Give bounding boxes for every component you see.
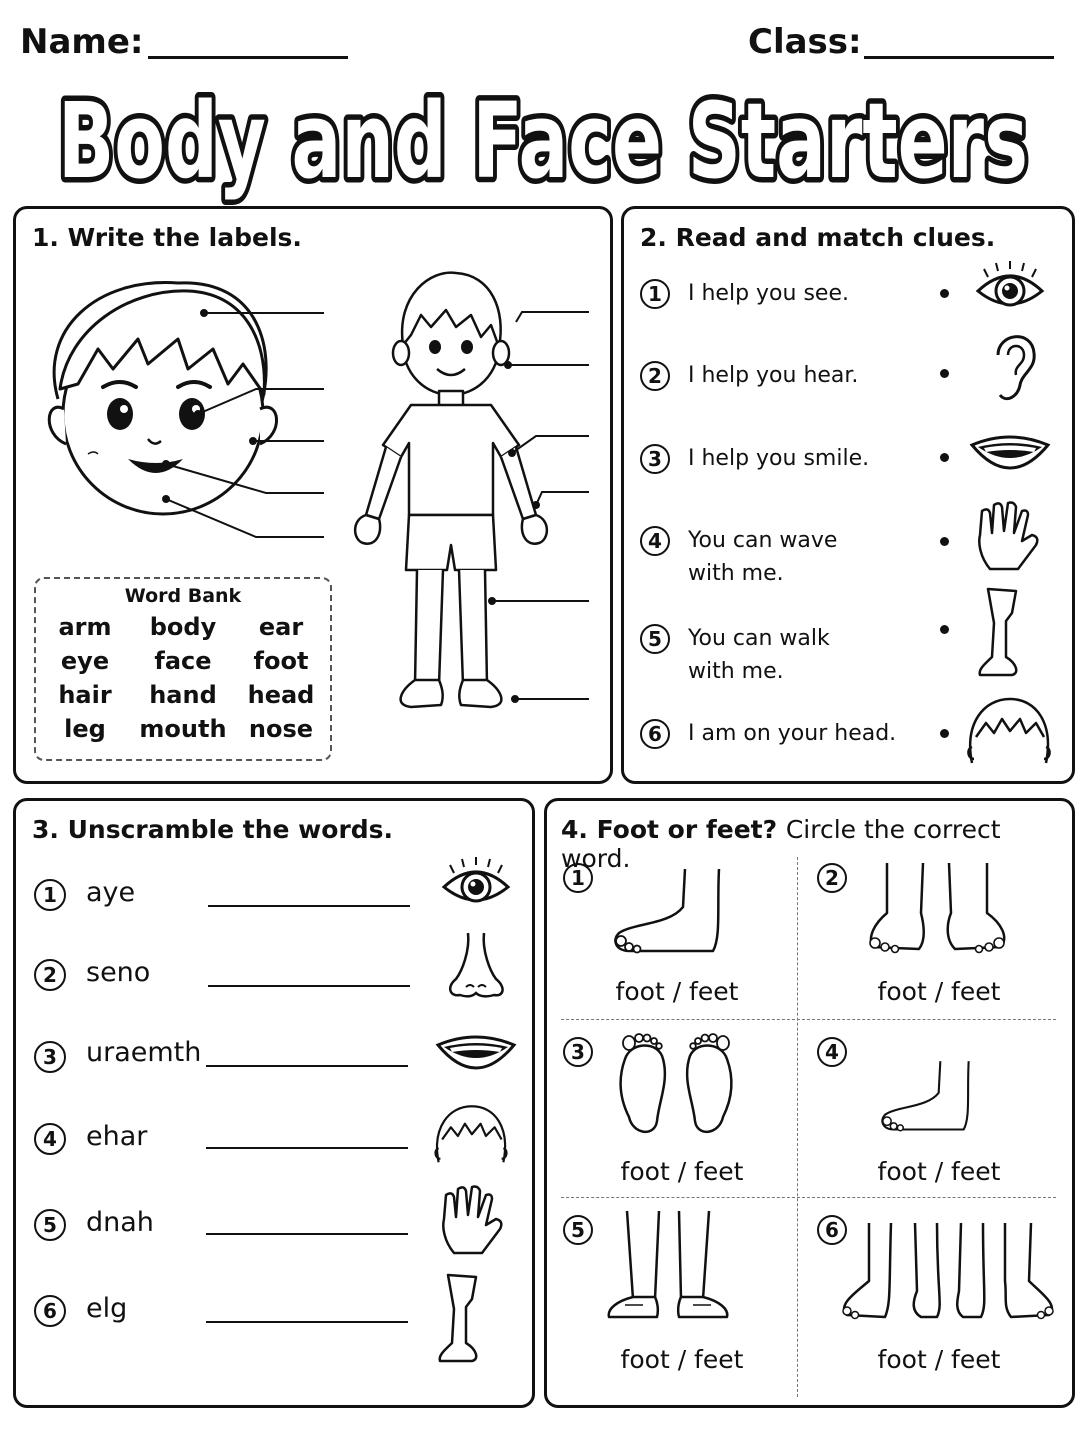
answer-line[interactable] <box>206 1147 408 1149</box>
choice-foot-feet[interactable]: foot / feet <box>877 977 1001 1006</box>
word-bank <box>34 577 332 761</box>
grid-divider <box>561 1197 1056 1198</box>
clue-text-line2: with me. <box>688 561 784 586</box>
word-bank-word: ear <box>258 613 304 641</box>
choice-foot-feet[interactable]: foot / feet <box>620 1157 744 1186</box>
choice-foot-feet[interactable]: foot / feet <box>877 1345 1001 1374</box>
clue-text: You can walk <box>688 626 830 651</box>
clue-text-line2: with me. <box>688 659 784 684</box>
word-bank-word: face <box>154 647 212 675</box>
word-bank-word: arm <box>58 613 112 641</box>
choice-foot-feet[interactable]: foot / feet <box>615 977 739 1006</box>
section3-title: 3. Unscramble the words. <box>32 815 394 844</box>
word-bank-word: nose <box>248 715 314 743</box>
legs-with-shoes-icon <box>603 1209 733 1327</box>
name-label: Name: <box>20 22 144 62</box>
leg-icon <box>436 1271 486 1371</box>
section-write-labels <box>13 206 613 784</box>
clue-text: I help you smile. <box>688 446 870 471</box>
section2-title: 2. Read and match clues. <box>640 223 996 252</box>
clue-number: 3 <box>640 444 670 474</box>
clue-number: 6 <box>640 719 670 749</box>
item-number: 3 <box>563 1037 593 1067</box>
word-bank-title: Word Bank <box>124 585 242 607</box>
section4-title-rest: Circle the correct word. <box>561 815 1001 873</box>
grid-divider <box>561 1019 1056 1020</box>
item-number: 1 <box>34 879 66 911</box>
answer-line[interactable] <box>206 1233 408 1235</box>
word-bank-word: hair <box>58 681 112 709</box>
section1-title: 1. Write the labels. <box>32 223 302 252</box>
word-bank-word: leg <box>64 715 106 743</box>
item-number: 2 <box>34 959 66 991</box>
clue-number: 2 <box>640 361 670 391</box>
clue-text: You can wave <box>688 528 838 553</box>
clue-number: 1 <box>640 279 670 309</box>
word-bank-word: hand <box>149 681 217 709</box>
hand-icon <box>438 1183 508 1261</box>
match-dot[interactable] <box>940 625 949 634</box>
section-match-clues <box>621 206 1075 784</box>
item-number: 3 <box>34 1041 66 1073</box>
item-number: 5 <box>34 1209 66 1241</box>
one-foot-icon <box>877 1053 977 1141</box>
two-feet-icon <box>865 861 1015 961</box>
eye-icon <box>974 259 1046 319</box>
scrambled-word: seno <box>86 957 151 988</box>
eye-icon <box>436 855 516 915</box>
grid-divider <box>797 857 798 1397</box>
word-bank-word: foot <box>253 647 309 675</box>
word-bank-word: body <box>149 613 217 641</box>
word-bank-word: mouth <box>139 715 227 743</box>
answer-line[interactable] <box>208 905 410 907</box>
scrambled-word: ehar <box>86 1121 148 1152</box>
item-number: 5 <box>563 1215 593 1245</box>
item-number: 6 <box>817 1215 847 1245</box>
nose-icon <box>444 931 508 1001</box>
four-feet-icon <box>833 1221 1063 1323</box>
mouth-icon <box>434 1029 518 1083</box>
answer-line[interactable] <box>208 985 410 987</box>
name-field[interactable] <box>148 56 348 59</box>
word-bank-word: eye <box>60 647 110 675</box>
word-bank-word: head <box>247 681 315 709</box>
hair-icon <box>964 693 1054 773</box>
answer-line[interactable] <box>206 1065 408 1067</box>
ear-icon <box>988 325 1040 405</box>
item-number: 4 <box>817 1037 847 1067</box>
scrambled-word: uraemth <box>86 1037 202 1068</box>
clue-number: 4 <box>640 526 670 556</box>
match-dot[interactable] <box>940 453 949 462</box>
word-bank-grid <box>36 613 330 743</box>
mouth-icon <box>968 429 1052 483</box>
match-dot[interactable] <box>940 537 949 546</box>
clue-text: I help you hear. <box>688 363 859 388</box>
item-number: 1 <box>563 863 593 893</box>
page-title <box>0 72 1086 202</box>
item-number: 6 <box>34 1295 66 1327</box>
clue-number: 5 <box>640 624 670 654</box>
class-label: Class: <box>748 22 862 62</box>
scrambled-word: elg <box>86 1293 128 1324</box>
scrambled-word: aye <box>86 877 136 908</box>
match-dot[interactable] <box>940 289 949 298</box>
leg-icon <box>976 587 1026 683</box>
page-title-text: Body and Face Starters <box>58 80 1028 202</box>
clue-text: I help you see. <box>688 281 849 306</box>
scrambled-word: dnah <box>86 1207 154 1238</box>
match-dot[interactable] <box>940 729 949 738</box>
section-unscramble <box>13 798 535 1408</box>
one-foot-icon <box>609 867 729 957</box>
section-foot-or-feet <box>544 798 1075 1408</box>
two-soles-icon <box>611 1031 741 1141</box>
class-field[interactable] <box>864 56 1054 59</box>
match-dot[interactable] <box>940 369 949 378</box>
answer-line[interactable] <box>206 1321 408 1323</box>
item-number: 2 <box>817 863 847 893</box>
clue-text: I am on your head. <box>688 721 897 746</box>
choice-foot-feet[interactable]: foot / feet <box>620 1345 744 1374</box>
choice-foot-feet[interactable]: foot / feet <box>877 1157 1001 1186</box>
section4-title-bold: 4. Foot or feet? <box>561 815 778 844</box>
hair-icon <box>430 1101 512 1171</box>
hand-icon <box>974 499 1044 577</box>
item-number: 4 <box>34 1123 66 1155</box>
